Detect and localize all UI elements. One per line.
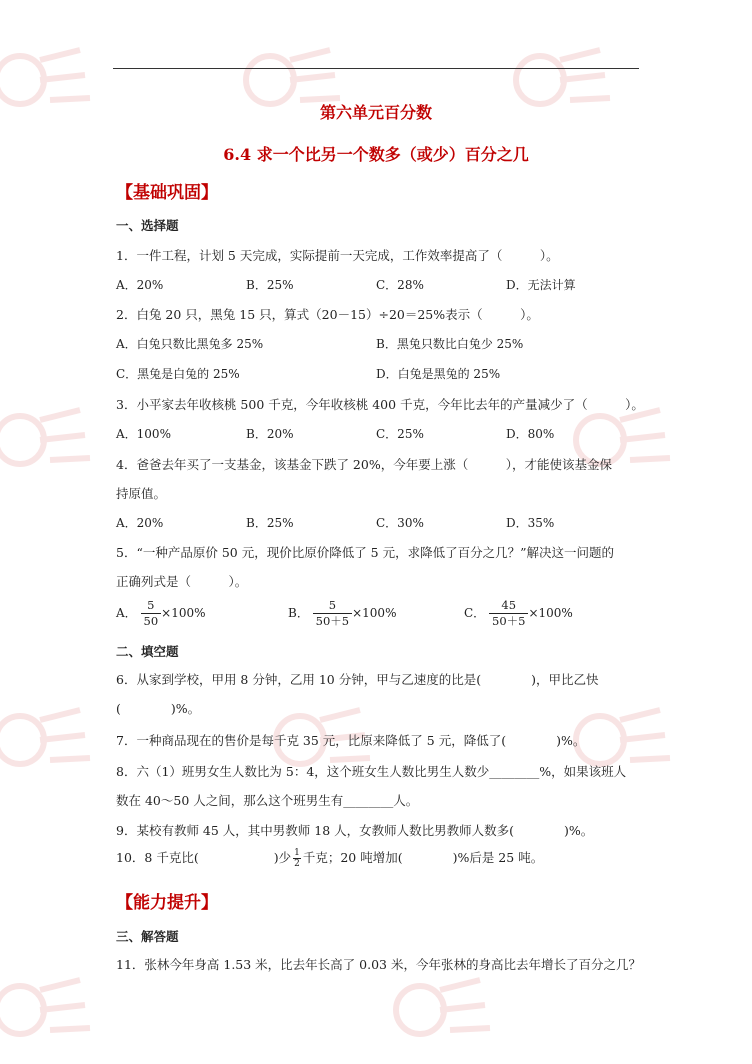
question-3: 3．小平家去年收核桃 500 千克，今年收核桃 400 千克，今年比去年的产量减少了（ ）。 <box>116 397 644 412</box>
q2-option-c: C．黑兔是白兔的 25% <box>116 367 240 381</box>
q3-option-b: B．20% <box>246 427 294 441</box>
q2-option-a: A．白兔只数比黑兔多 25% <box>116 337 264 351</box>
heading-fill: 二、填空题 <box>116 644 179 659</box>
question-4-line-1: 4．爸爸去年买了一支基金，该基金下跌了 20%，今年要上涨（ ），才能使该基金保 <box>116 457 612 472</box>
fraction: $\frac{5}{50}$ <box>141 598 162 629</box>
q5-option-a: A． $\frac{5}{50}$ ×100% <box>116 598 206 628</box>
heading-choice: 一、选择题 <box>116 218 179 233</box>
question-5-line-2: 正确列式是（ ）。 <box>116 574 248 589</box>
q4-option-a: A．20% <box>116 516 164 530</box>
question-1: 1．一件工程，计划 5 天完成，实际提前一天完成，工作效率提高了（ ）。 <box>116 248 559 263</box>
fraction: $\frac{45}{50+5}$ <box>489 598 528 629</box>
q3-option-d: D．80% <box>506 427 555 441</box>
page-title: 第六单元百分数 <box>319 103 432 122</box>
q1-option-b: B．25% <box>246 278 294 292</box>
section-basic: 【基础巩固】 <box>116 183 218 203</box>
q4-option-c: C．30% <box>376 516 424 530</box>
q3-option-a: A．100% <box>116 427 171 441</box>
question-9: 9．某校有教师 45 人，其中男教师 18 人，女教师人数比男教师人数多( )%。 <box>116 823 594 838</box>
q2-option-d: D．白兔是黑兔的 25% <box>376 367 501 381</box>
q5-option-c: C． $\frac{45}{50+5}$ ×100% <box>464 598 573 628</box>
watermark-logo-icon <box>0 380 100 500</box>
question-2: 2．白兔 20 只，黑兔 15 只，算式（20－15）÷20＝25%表示（ ）。 <box>116 307 539 322</box>
heading-answer: 三、解答题 <box>116 929 179 944</box>
question-8-line-1: 8．六（1）班男女生人数比为 5：4，这个班女生人数比男生人数少________%，如果该班人 <box>116 764 627 779</box>
watermark-logo-icon <box>0 680 100 800</box>
q4-option-d: D．35% <box>506 516 555 530</box>
header-rule <box>113 68 639 69</box>
question-10: 10．8 千克比( )少 $\frac{1}{2}$ 千克；20 吨增加( )%后是 25 吨。 <box>116 848 544 869</box>
q3-option-c: C．25% <box>376 427 424 441</box>
fraction: $\frac{5}{50+5}$ <box>313 598 352 629</box>
question-7: 7．一种商品现在的售价是每千克 35 元，比原来降低了 5 元，降低了( )%。 <box>116 733 586 748</box>
section-advanced: 【能力提升】 <box>116 893 218 913</box>
question-4-line-2: 持原值。 <box>116 486 167 501</box>
q4-option-b: B．25% <box>246 516 294 530</box>
page-subtitle: 6.4 求一个比另一个数多（或少）百分之几 <box>223 145 529 164</box>
watermark-logo-icon <box>0 950 100 1060</box>
q1-option-d: D．无法计算 <box>506 278 576 292</box>
q2-option-b: B．黑兔只数比白兔少 25% <box>376 337 524 351</box>
question-6-line-1: 6．从家到学校，甲用 8 分钟，乙用 10 分钟，甲与乙速度的比是( )，甲比乙快 <box>116 672 599 687</box>
q1-option-c: C．28% <box>376 278 424 292</box>
q1-option-a: A．20% <box>116 278 164 292</box>
question-8-line-2: 数在 40～50 人之间，那么这个班男生有________人。 <box>116 793 419 808</box>
question-11: 11．张林今年身高 1.53 米，比去年长高了 0.03 米，今年张林的身高比去年增长了百分之几？ <box>116 957 641 972</box>
q5-option-b: B． $\frac{5}{50+5}$ ×100% <box>288 598 397 628</box>
question-6-line-2: ( )%。 <box>116 701 201 716</box>
question-5-line-1: 5．“一种产品原价 50 元，现价比原价降低了 5 元，求降低了百分之几？”解决这一问题的 <box>116 545 614 560</box>
fraction: $\frac{1}{2}$ <box>294 848 300 869</box>
